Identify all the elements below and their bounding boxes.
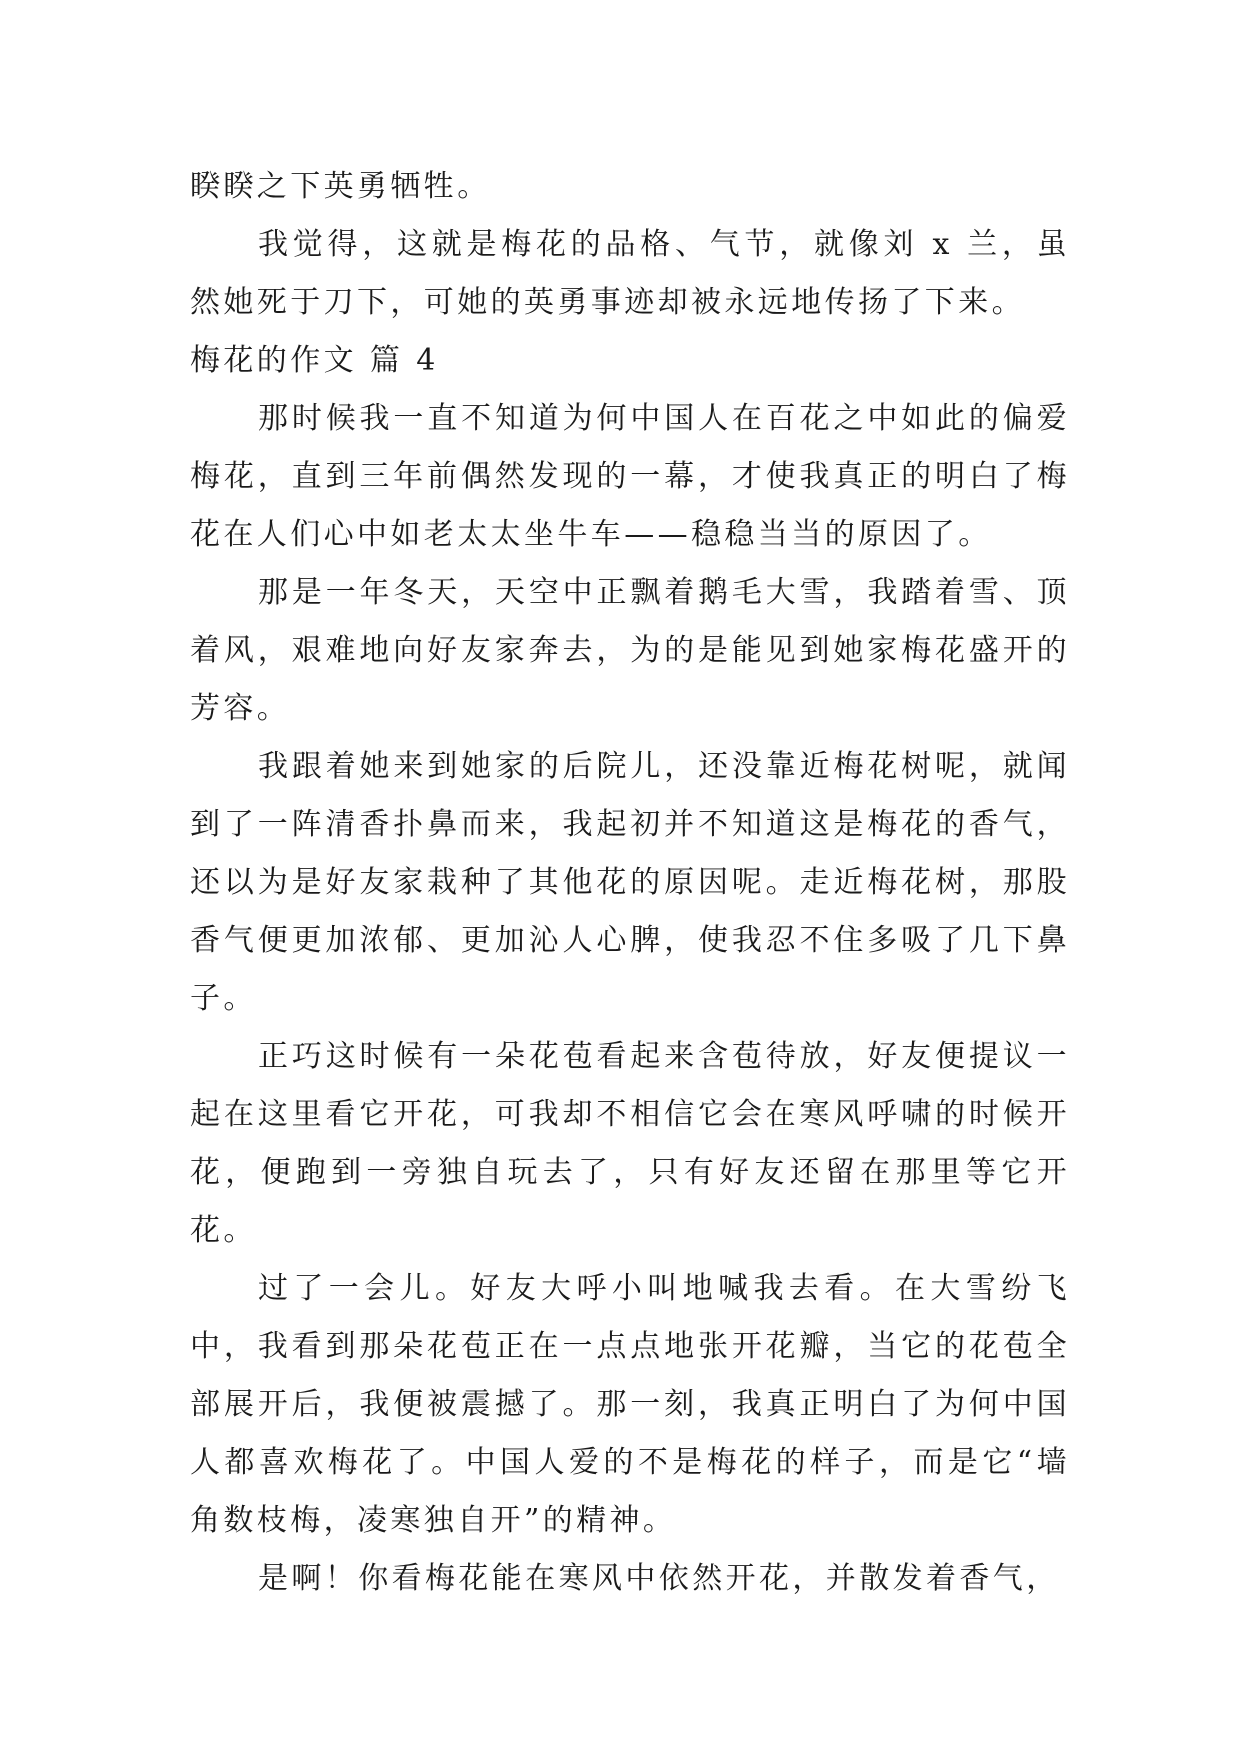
paragraph: 我觉得，这就是梅花的品格、气节，就像刘 x 兰，虽然她死于刀下，可她的英勇事迹却被永远地传扬了下来。 bbox=[190, 227, 1070, 320]
paragraph: 那是一年冬天，天空中正飘着鹅毛大雪，我踏着雪、顶着风，艰难地向好友家奔去，为的是能见到她家梅花盛开的芳容。 bbox=[190, 575, 1070, 726]
paragraph: 我跟着她来到她家的后院儿，还没靠近梅花树呢，就闻到了一阵清香扑鼻而来，我起初并不知道这是梅花的香气，还以为是好友家栽种了其他花的原因呢。走近梅花树，那股香气便更加浓郁、更加沁人心脾，使我忍不住多吸了几下鼻子。 bbox=[190, 749, 1070, 1016]
section-heading: 梅花的作文 篇 4 bbox=[190, 343, 439, 378]
document-body bbox=[190, 158, 1070, 1608]
paragraph: 正巧这时候有一朵花苞看起来含苞待放，好友便提议一起在这里看它开花，可我却不相信它会在寒风呼啸的时候开花，便跑到一旁独自玩去了，只有好友还留在那里等它开花。 bbox=[190, 1039, 1070, 1248]
paragraph: 是啊！你看梅花能在寒风中依然开花，并散发着香气， bbox=[258, 1561, 1060, 1596]
paragraph-continuation: 睽睽之下英勇牺牲。 bbox=[190, 169, 491, 204]
paragraph: 过了一会儿。好友大呼小叫地喊我去看。在大雪纷飞中，我看到那朵花苞正在一点点地张开花瓣，当它的花苞全部展开后，我便被震撼了。那一刻，我真正明白了为何中国人都喜欢梅花了。中国人爱的不是梅花的样子，而是它“墙角数枝梅，凌寒独自开”的精神。 bbox=[190, 1271, 1070, 1538]
paragraph: 那时候我一直不知道为何中国人在百花之中如此的偏爱梅花，直到三年前偶然发现的一幕，才使我真正的明白了梅花在人们心中如老太太坐牛车——稳稳当当的原因了。 bbox=[190, 401, 1070, 552]
